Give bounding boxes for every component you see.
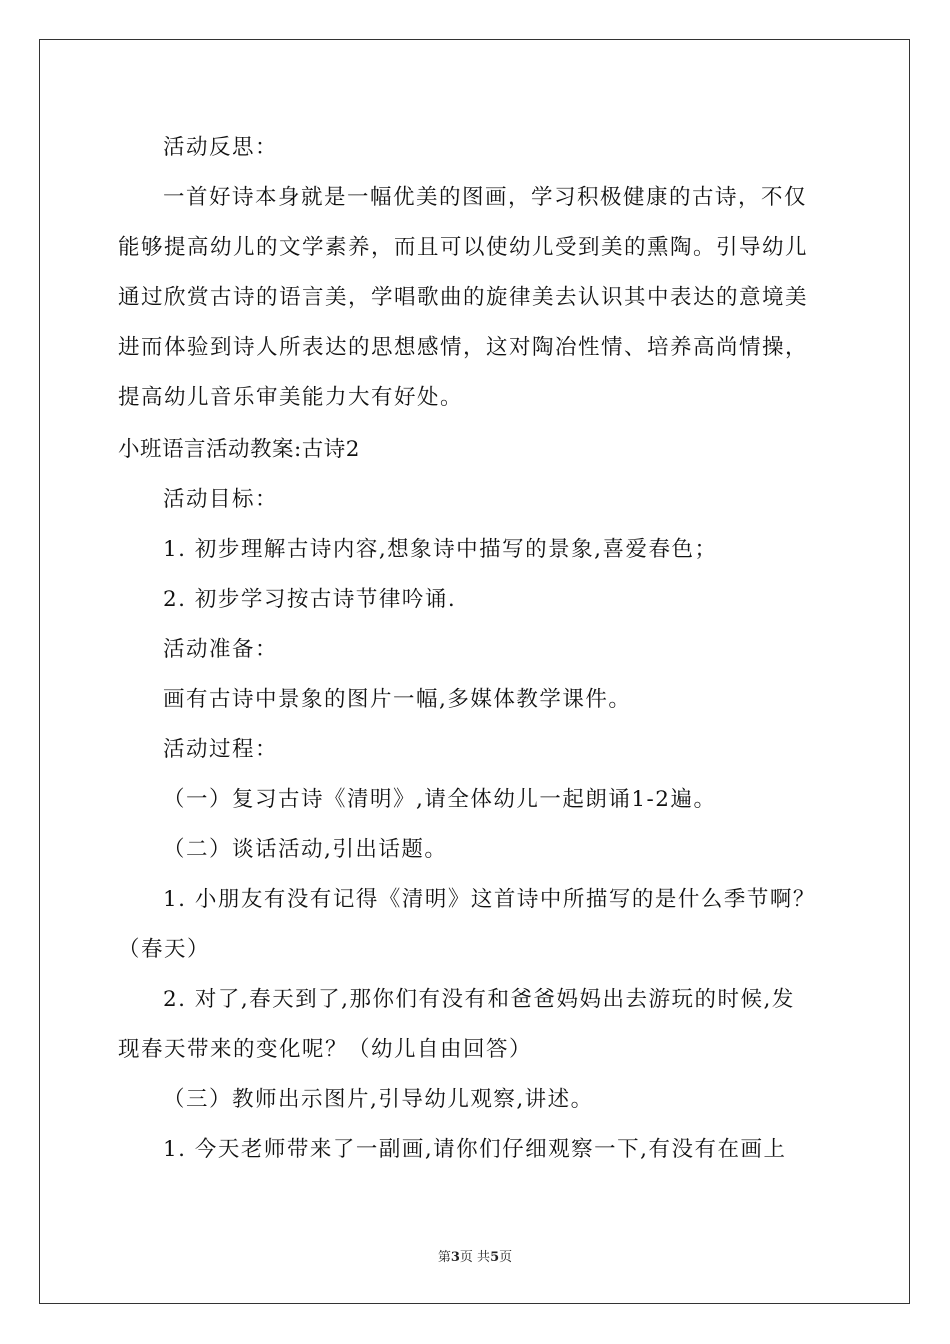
paragraph-line: 画有古诗中景象的图片一幅,多媒体教学课件。 — [163, 687, 632, 712]
list-item: （三）教师出示图片,引导幼儿观察,讲述。 — [163, 1087, 594, 1112]
paragraph-line: 进而体验到诗人所表达的思想感情，这对陶冶性情、培养高尚情操， — [118, 335, 809, 360]
paragraph-line: 能够提高幼儿的文学素养，而且可以使幼儿受到美的熏陶。引导幼儿 — [118, 235, 809, 260]
lesson-title: 小班语言活动教案:古诗2 — [118, 437, 360, 462]
paragraph-line: 提高幼儿音乐审美能力大有好处。 — [118, 385, 464, 410]
paragraph-line: （春天） — [118, 937, 211, 962]
page-footer — [0, 1246, 950, 1265]
list-item: 1. 今天老师带来了一副画,请你们仔细观察一下,有没有在画上 — [163, 1137, 787, 1162]
list-item: 1. 小朋友有没有记得《清明》这首诗中所描写的是什么季节啊？ — [163, 887, 816, 912]
paragraph-line: 通过欣赏古诗的语言美，学唱歌曲的旋律美去认识其中表达的意境美 — [118, 285, 809, 310]
paragraph-line: 现春天带来的变化呢？（幼儿自由回答） — [118, 1037, 533, 1062]
list-item: 1. 初步理解古诗内容,想象诗中描写的景象,喜爱春色； — [163, 537, 718, 562]
section-heading-reflection: 活动反思： — [163, 135, 279, 160]
footer-suffix: 页 — [499, 1250, 513, 1265]
section-heading-process: 活动过程： — [163, 737, 279, 762]
current-page-number: 3 — [450, 1250, 460, 1265]
section-heading-goals: 活动目标： — [163, 487, 279, 512]
list-item: （一）复习古诗《清明》,请全体幼儿一起朗诵1-2遍。 — [163, 787, 717, 812]
footer-middle: 页 共 — [459, 1250, 491, 1265]
section-heading-preparation: 活动准备： — [163, 637, 279, 662]
list-item: 2. 初步学习按古诗节律吟诵. — [163, 587, 457, 612]
paragraph-line: 一首好诗本身就是一幅优美的图画，学习积极健康的古诗，不仅 — [163, 185, 808, 210]
total-pages-number: 5 — [490, 1250, 500, 1265]
list-item: （二）谈话活动,引出话题。 — [163, 837, 448, 862]
footer-prefix: 第 — [437, 1250, 451, 1265]
list-item: 2. 对了,春天到了,那你们有没有和爸爸妈妈出去游玩的时候,发 — [163, 987, 795, 1012]
